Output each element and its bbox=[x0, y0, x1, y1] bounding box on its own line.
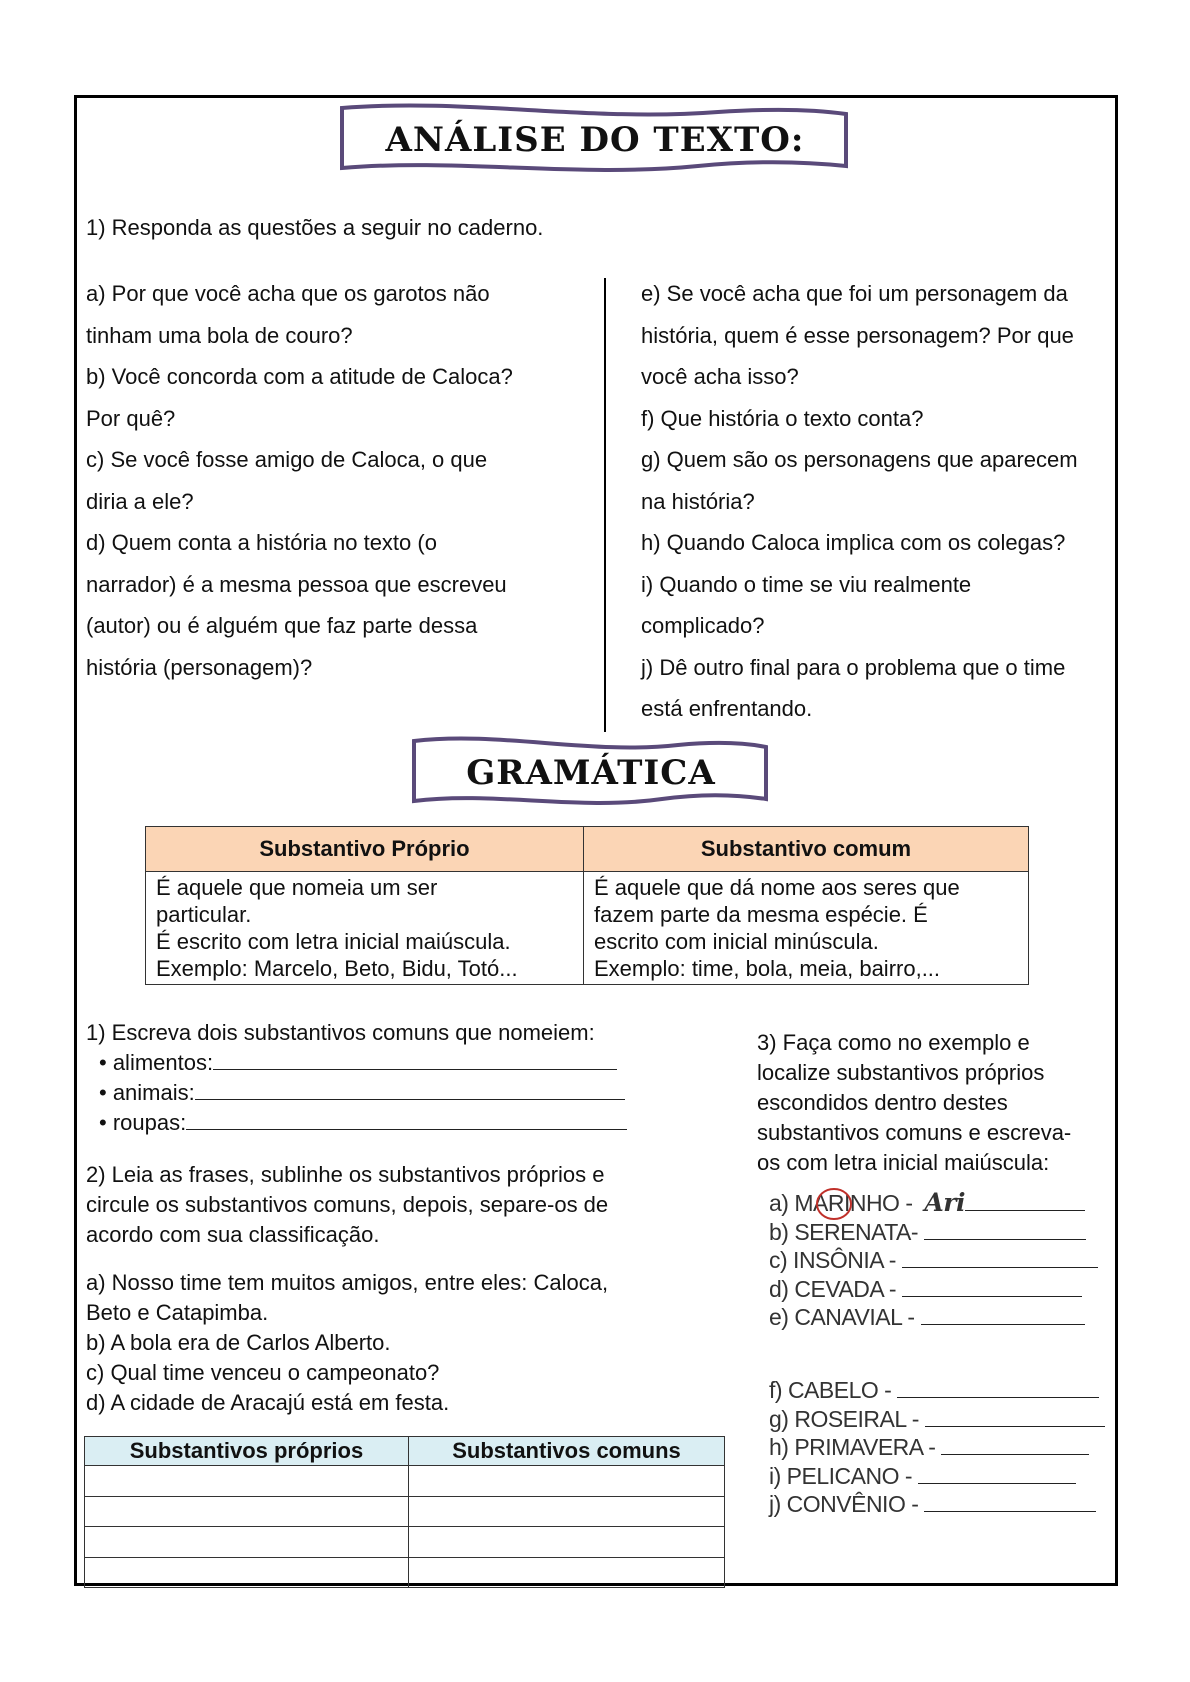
answer-cell[interactable] bbox=[85, 1527, 409, 1558]
word-label: j) CONVÊNIO - bbox=[769, 1491, 919, 1517]
answer-line[interactable] bbox=[924, 1219, 1086, 1240]
definitions-table bbox=[145, 826, 1029, 985]
word-row bbox=[769, 1189, 1098, 1218]
exercise-3-prompt bbox=[757, 1028, 1071, 1178]
question-line: narrador) é a mesma pessoa que escreveu bbox=[86, 571, 507, 597]
word-row bbox=[769, 1376, 1105, 1405]
example-answer: Ari bbox=[924, 1188, 965, 1217]
questions-left-column bbox=[86, 273, 513, 688]
word-row bbox=[769, 1218, 1098, 1247]
table-cell bbox=[146, 872, 584, 985]
prompt-line: escondidos dentro destes bbox=[757, 1090, 1008, 1115]
answer-cell[interactable] bbox=[85, 1557, 409, 1588]
question-line: história (personagem)? bbox=[86, 654, 313, 680]
table-header: Substantivo comum bbox=[584, 827, 1029, 872]
cell-line: É escrito com letra inicial maiúscula. bbox=[156, 929, 511, 954]
exercise-1 bbox=[86, 1018, 627, 1138]
sentence-line: a) Nosso time tem muitos amigos, entre eles: Caloca, bbox=[86, 1270, 609, 1295]
table-header: Substantivos próprios bbox=[85, 1437, 409, 1466]
question-line: a) Por que você acha que os garotos não bbox=[86, 281, 490, 306]
cell-line: É aquele que nomeia um ser bbox=[156, 875, 438, 900]
word-row bbox=[769, 1433, 1105, 1462]
exercise-3-items-group-1 bbox=[769, 1189, 1098, 1332]
item-label: • roupas: bbox=[99, 1110, 187, 1135]
answer-line[interactable] bbox=[925, 1406, 1105, 1427]
exercise-3-items-group-2 bbox=[769, 1376, 1105, 1519]
answer-line[interactable] bbox=[921, 1304, 1085, 1325]
word-label: i) PELICANO - bbox=[769, 1462, 913, 1489]
word-label: h) PRIMAVERA - bbox=[769, 1434, 936, 1460]
item-label: • alimentos: bbox=[99, 1050, 214, 1075]
question-line: i) Quando o time se viu realmente bbox=[641, 571, 972, 597]
answer-line[interactable] bbox=[941, 1434, 1089, 1455]
cell-line: escrito com inicial minúscula. bbox=[594, 929, 879, 954]
question-line: g) Quem são os personagens que aparecem bbox=[641, 447, 1078, 472]
word-row bbox=[769, 1303, 1098, 1332]
answer-line[interactable] bbox=[965, 1190, 1085, 1211]
question-line: d) Quem conta a história no texto (o bbox=[86, 530, 437, 555]
word-label: c) INSÔNIA - bbox=[769, 1247, 896, 1273]
section-title-gramatica: GRAMÁTICA bbox=[466, 753, 716, 793]
sentence-line: b) A bola era de Carlos Alberto. bbox=[86, 1330, 391, 1355]
answer-line[interactable] bbox=[213, 1049, 617, 1070]
answer-line[interactable] bbox=[902, 1247, 1098, 1268]
table-cell bbox=[584, 872, 1029, 985]
word-row bbox=[769, 1462, 1105, 1491]
answer-row bbox=[86, 1078, 627, 1108]
prompt-line: 3) Faça como no exemplo e bbox=[757, 1030, 1030, 1055]
answer-cell[interactable] bbox=[85, 1466, 409, 1497]
answer-line[interactable] bbox=[897, 1377, 1099, 1398]
instruction-intro: 1) Responda as questões a seguir no caderno. bbox=[86, 215, 544, 240]
table-row bbox=[85, 1466, 725, 1497]
word-label: d) CEVADA - bbox=[769, 1275, 896, 1302]
answer-line[interactable] bbox=[902, 1276, 1082, 1297]
word-row bbox=[769, 1275, 1098, 1304]
exercise-2-prompt bbox=[86, 1160, 608, 1250]
prompt-line: 2) Leia as frases, sublinhe os substantivos próprios e bbox=[86, 1162, 605, 1187]
cell-line: fazem parte da mesma espécie. É bbox=[594, 902, 928, 927]
sentence-line: c) Qual time venceu o campeonato? bbox=[86, 1360, 440, 1385]
question-line: você acha isso? bbox=[641, 364, 799, 389]
answer-line[interactable] bbox=[186, 1109, 627, 1130]
section-title-analise: ANÁLISE DO TEXTO: bbox=[385, 120, 805, 160]
question-line: b) Você concorda com a atitude de Caloca? bbox=[86, 364, 513, 389]
table-header: Substantivos comuns bbox=[409, 1437, 725, 1466]
classification-table bbox=[84, 1436, 725, 1588]
answer-line[interactable] bbox=[924, 1491, 1096, 1512]
sentence-line: Beto e Catapimba. bbox=[86, 1300, 269, 1325]
prompt-line: substantivos comuns e escreva- bbox=[757, 1120, 1072, 1145]
question-line: complicado? bbox=[641, 613, 765, 638]
prompt-line: localize substantivos próprios bbox=[757, 1060, 1045, 1085]
table-row bbox=[85, 1496, 725, 1527]
cell-line: Exemplo: Marcelo, Beto, Bidu, Totó... bbox=[156, 956, 518, 981]
word-row bbox=[769, 1405, 1105, 1434]
word-label: a) MARINHO - bbox=[769, 1190, 913, 1216]
answer-row bbox=[86, 1108, 627, 1138]
answer-cell[interactable] bbox=[409, 1466, 725, 1497]
question-line: h) Quando Caloca implica com os colegas? bbox=[641, 530, 1066, 555]
column-divider bbox=[604, 278, 606, 732]
question-line: c) Se você fosse amigo de Caloca, o que bbox=[86, 447, 488, 472]
question-line: Por quê? bbox=[86, 405, 176, 431]
answer-cell[interactable] bbox=[85, 1496, 409, 1527]
word-label: g) ROSEIRAL - bbox=[769, 1405, 919, 1432]
table-header: Substantivo Próprio bbox=[146, 827, 584, 872]
answer-cell[interactable] bbox=[409, 1557, 725, 1588]
prompt-line: acordo com sua classificação. bbox=[86, 1222, 380, 1247]
exercise-1-prompt: 1) Escreva dois substantivos comuns que nomeiem: bbox=[86, 1020, 595, 1045]
question-line: e) Se você acha que foi um personagem da bbox=[641, 281, 1068, 306]
exercise-2-sentences bbox=[86, 1268, 608, 1418]
question-line: tinham uma bola de couro? bbox=[86, 322, 353, 348]
word-label: b) SERENATA- bbox=[769, 1218, 919, 1245]
cell-line: particular. bbox=[156, 902, 252, 927]
question-line: história, quem é esse personagem? Por que bbox=[641, 322, 1074, 348]
question-line: j) Dê outro final para o problema que o time bbox=[641, 654, 1066, 680]
answer-line[interactable] bbox=[918, 1463, 1076, 1484]
table-row bbox=[85, 1557, 725, 1588]
word-row bbox=[769, 1246, 1098, 1275]
prompt-line: os com letra inicial maiúscula: bbox=[757, 1150, 1050, 1175]
sentence-line: d) A cidade de Aracajú está em festa. bbox=[86, 1390, 450, 1415]
question-line: f) Que história o texto conta? bbox=[641, 405, 924, 431]
question-line: (autor) ou é alguém que faz parte dessa bbox=[86, 613, 478, 638]
answer-row bbox=[86, 1048, 627, 1078]
answer-cell[interactable] bbox=[409, 1496, 725, 1527]
answer-line[interactable] bbox=[195, 1079, 625, 1100]
question-line: na história? bbox=[641, 488, 755, 514]
table-row bbox=[85, 1527, 725, 1558]
prompt-line: circule os substantivos comuns, depois, separe-os de bbox=[86, 1192, 609, 1217]
cell-line: Exemplo: time, bola, meia, bairro,... bbox=[594, 956, 941, 981]
question-line: está enfrentando. bbox=[641, 696, 813, 721]
questions-right-column bbox=[641, 273, 1078, 730]
question-line: diria a ele? bbox=[86, 488, 194, 514]
word-row bbox=[769, 1490, 1105, 1519]
word-label: e) CANAVIAL - bbox=[769, 1304, 915, 1330]
answer-cell[interactable] bbox=[409, 1527, 725, 1558]
word-label: f) CABELO - bbox=[769, 1377, 892, 1403]
cell-line: É aquele que dá nome aos seres que bbox=[594, 875, 960, 900]
item-label: • animais: bbox=[99, 1080, 195, 1105]
